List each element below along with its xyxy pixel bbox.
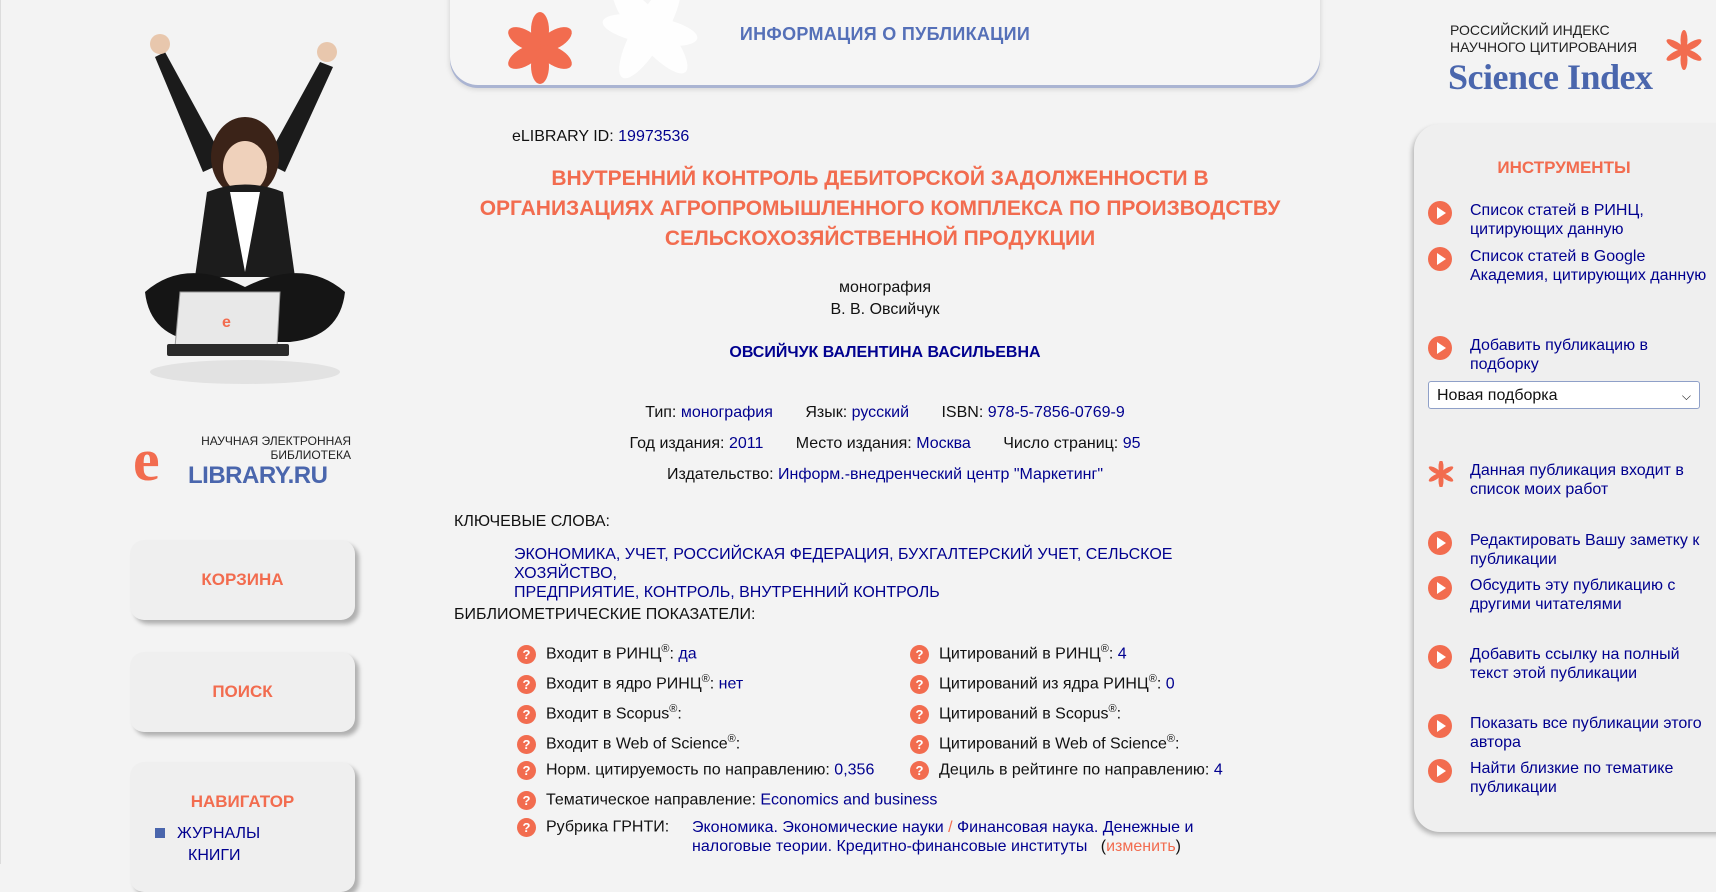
play-icon <box>1428 201 1452 225</box>
meta-row-year <box>450 435 1320 453</box>
metric-rinc-core-label: Входит в ядро РИНЦ <box>546 675 702 693</box>
publication-title-line2: ОРГАНИЗАЦИЯХ АГРОПРОМЫШЛЕННОГО КОМПЛЕКСА ПО ПРОИЗВОДСТВУ <box>479 197 1281 220</box>
header-banner <box>450 0 1320 85</box>
metric-topic-label: Тематическое направление: <box>546 791 756 809</box>
metric-cit-core-value: 0 <box>1165 675 1175 693</box>
play-icon <box>1428 714 1452 738</box>
metric-wos-label: Входит в Web of Science <box>546 735 728 753</box>
cart-label: КОРЗИНА <box>201 570 284 589</box>
question-icon[interactable]: ? <box>517 735 536 754</box>
metric-decile-label: Дециль в рейтинге по направлению: <box>939 761 1210 779</box>
metric-cit-scopus: ? Цитирований в Scopus®: <box>910 703 1121 724</box>
navigator-panel <box>130 762 355 892</box>
metric-decile-value: 4 <box>1213 761 1223 779</box>
play-icon <box>1428 531 1452 555</box>
question-icon[interactable]: ? <box>517 818 536 837</box>
keywords-line2[interactable]: ПРЕДПРИЯТИЕ, КОНТРОЛЬ, ВНУТРЕННИЙ КОНТРОЛЬ <box>514 584 940 601</box>
metric-rinc-core: ? Входит в ядро РИНЦ®: нет <box>517 673 743 694</box>
publication-title-line3: СЕЛЬСКОХОЗЯЙСТВЕННОЙ ПРОДУКЦИИ <box>664 227 1096 250</box>
metric-cit-scopus-label: Цитирований в Scopus <box>939 705 1109 723</box>
elibrary-logo-text: LIBRARY.RU <box>188 462 328 489</box>
laptop-logo: e <box>222 314 231 331</box>
elibrary-id-label: eLIBRARY ID: <box>512 128 614 145</box>
metric-cit-core: ? Цитирований из ядра РИНЦ®: 0 <box>910 673 1175 694</box>
tool-add-to-collection-label[interactable]: Добавить публикацию в подборку <box>1470 337 1649 373</box>
nav-item-journals[interactable] <box>155 825 355 843</box>
metric-topic <box>517 791 937 810</box>
pages-value: 95 <box>1122 435 1141 452</box>
language-value: русский <box>851 404 910 421</box>
chevron-down-icon: ⌵ <box>1681 389 1691 403</box>
question-icon[interactable]: ? <box>517 675 536 694</box>
cart-button[interactable] <box>130 540 355 620</box>
collection-select[interactable] <box>1428 381 1700 409</box>
navigator-heading: НАВИГАТОР <box>190 792 295 811</box>
metric-norm-citation <box>517 761 874 780</box>
question-icon[interactable]: ? <box>910 675 929 694</box>
question-icon[interactable]: ? <box>910 761 929 780</box>
search-label: ПОИСК <box>212 682 273 701</box>
metric-decile <box>910 761 1223 780</box>
metric-cit-wos-label: Цитирований в Web of Science <box>939 735 1167 753</box>
page-left-border <box>0 0 1 864</box>
tool-edit-note-label[interactable]: Редактировать Вашу заметку к публикации <box>1470 532 1700 568</box>
question-icon[interactable]: ? <box>517 761 536 780</box>
metric-wos: ? Входит в Web of Science®: <box>517 733 740 754</box>
registered-mark: ® <box>661 643 670 655</box>
elibrary-logo-letter: e <box>133 427 160 493</box>
tool-author-publications-label[interactable]: Показать все публикации этого автора <box>1470 715 1702 751</box>
registered-mark: ® <box>727 733 736 745</box>
publication-title-line1: ВНУТРЕННИЙ КОНТРОЛЬ ДЕБИТОРСКОЙ ЗАДОЛЖЕННОСТИ В <box>551 167 1209 190</box>
square-bullet-icon <box>155 828 165 838</box>
meta-row-publisher <box>450 466 1320 484</box>
tool-similar-publications-label[interactable]: Найти близкие по тематике публикации <box>1470 760 1674 796</box>
metric-grnti <box>517 818 669 837</box>
grnti-change-link[interactable]: изменить <box>1106 838 1176 855</box>
metrics-heading: БИБЛИОМЕТРИЧЕСКИЕ ПОКАЗАТЕЛИ: <box>454 606 756 623</box>
publisher-label: Издательство: <box>666 466 774 483</box>
tool-rinc-citing-label[interactable]: Список статей в РИНЦ, цитирующих данную <box>1470 202 1644 238</box>
hero-woman-laptop-illustration <box>125 22 355 397</box>
publication-genre: монография <box>838 279 932 296</box>
keywords-heading: КЛЮЧЕВЫЕ СЛОВА: <box>454 513 610 530</box>
registered-mark: ® <box>1108 703 1117 715</box>
metric-rinc-label: Входит в РИНЦ <box>546 645 662 663</box>
metric-cit-rinc: ? Цитирований в РИНЦ®: 4 <box>910 643 1127 664</box>
question-icon[interactable]: ? <box>910 735 929 754</box>
metric-cit-rinc-label: Цитирований в РИНЦ <box>939 645 1101 663</box>
pages-label: Число страниц: <box>1003 435 1119 452</box>
metric-grnti-label: Рубрика ГРНТИ: <box>546 818 670 836</box>
publication-author-short: В. В. Овсийчук <box>830 301 940 318</box>
metric-cit-core-label: Цитирований из ядра РИНЦ <box>939 675 1149 693</box>
keywords-list[interactable] <box>514 545 1274 602</box>
asterisk-icon <box>1428 461 1454 487</box>
tool-add-fulltext-link-label[interactable]: Добавить ссылку на полный текст этой публикации <box>1470 646 1680 682</box>
question-icon[interactable]: ? <box>910 705 929 724</box>
tool-my-works-label[interactable]: Данная публикация входит в список моих работ <box>1470 462 1684 498</box>
author-link[interactable]: ОВСИЙЧУК ВАЛЕНТИНА ВАСИЛЬЕВНА <box>729 344 1041 361</box>
type-label: Тип: <box>645 404 677 421</box>
play-icon <box>1428 645 1452 669</box>
metric-scopus-label: Входит в Scopus <box>546 705 670 723</box>
year-label: Год издания: <box>629 435 725 452</box>
elibrary-caption-line2: БИБЛИОТЕКА <box>270 448 351 462</box>
grnti-values: Экономика. Экономические науки / Финансовая наука. Денежные и налоговые теории. Кредитно-финансовые институты (изменить) <box>692 819 1194 855</box>
registered-mark: ® <box>701 673 710 685</box>
registered-mark: ® <box>1166 733 1176 745</box>
type-value[interactable]: монография <box>680 404 773 421</box>
grnti-link-finance-2[interactable]: налоговые теории. Кредитно-финансовые институты <box>692 838 1088 855</box>
asterisk-icon <box>1664 30 1704 70</box>
publisher-link[interactable]: Информ.-внедренческий центр "Маркетинг" <box>777 466 1103 483</box>
metric-rinc-core-value: нет <box>718 675 744 693</box>
metric-norm-value: 0,356 <box>834 761 875 779</box>
play-icon <box>1428 336 1452 360</box>
metric-cit-rinc-value[interactable]: 4 <box>1117 645 1127 663</box>
registered-mark: ® <box>1100 643 1109 655</box>
place-value: Москва <box>916 435 971 452</box>
science-index-caption <box>1450 22 1637 56</box>
science-index-line2: НАУЧНОГО ЦИТИРОВАНИЯ <box>1450 39 1638 55</box>
nav-item-books-label: КНИГИ <box>188 847 241 864</box>
science-index-line1: РОССИЙСКИЙ ИНДЕКС <box>1450 22 1610 38</box>
keywords-line1[interactable]: ЭКОНОМИКА, УЧЕТ, РОССИЙСКАЯ ФЕДЕРАЦИЯ, БУХГАЛТЕРСКИЙ УЧЕТ, СЕЛЬСКОЕ ХОЗЯЙСТВО, <box>514 546 1173 582</box>
place-label: Место издания: <box>795 435 912 452</box>
page-header-title: ИНФОРМАЦИЯ О ПУБЛИКАЦИИ <box>739 24 1031 44</box>
isbn-value: 978-5-7856-0769-9 <box>987 404 1125 421</box>
tool-google-citing-label[interactable]: Список статей в Google Академия, цитирующих данную <box>1470 248 1707 284</box>
metric-topic-value[interactable]: Economics and business <box>760 791 938 809</box>
play-icon <box>1428 247 1452 271</box>
grnti-link-finance-1[interactable]: Финансовая наука. Денежные и <box>957 819 1194 836</box>
language-label: Язык: <box>805 404 848 421</box>
metric-scopus: ? Входит в Scopus®: <box>517 703 682 724</box>
elibrary-id-value: 19973536 <box>618 128 690 145</box>
isbn-label: ISBN: <box>941 404 984 421</box>
collection-select-value: Новая подборка <box>1437 387 1558 404</box>
tools-heading: ИНСТРУМЕНТЫ <box>1497 158 1631 177</box>
question-icon[interactable]: ? <box>910 645 929 664</box>
metric-cit-wos: ? Цитирований в Web of Science®: <box>910 733 1179 754</box>
elibrary-caption-line1: НАУЧНАЯ ЭЛЕКТРОННАЯ <box>201 434 351 448</box>
elibrary-id-row <box>512 128 689 146</box>
play-icon <box>1428 759 1452 783</box>
question-icon[interactable]: ? <box>517 705 536 724</box>
nav-item-books[interactable] <box>188 847 355 865</box>
play-icon <box>1428 576 1452 600</box>
question-icon[interactable]: ? <box>517 791 536 810</box>
registered-mark: ® <box>1148 673 1157 685</box>
metric-norm-label: Норм. цитируемость по направлению: <box>546 761 830 779</box>
year-value: 2011 <box>728 435 764 452</box>
elibrary-logo[interactable] <box>133 427 358 493</box>
nav-item-journals-label: ЖУРНАЛЫ <box>177 825 261 842</box>
publication-title <box>460 164 1300 254</box>
search-button[interactable] <box>130 652 355 732</box>
grnti-separator: / <box>948 819 953 836</box>
meta-row-type <box>450 404 1320 422</box>
grnti-link-economics[interactable]: Экономика. Экономические науки <box>692 819 944 836</box>
question-icon[interactable]: ? <box>517 645 536 664</box>
science-index-logo[interactable]: Science Index <box>1448 57 1653 97</box>
metric-rinc-value: да <box>678 645 697 663</box>
tool-discuss-label[interactable]: Обсудить эту публикацию с другими читателями <box>1470 577 1676 613</box>
registered-mark: ® <box>669 703 678 715</box>
metric-rinc: ? Входит в РИНЦ®: да <box>517 643 697 664</box>
